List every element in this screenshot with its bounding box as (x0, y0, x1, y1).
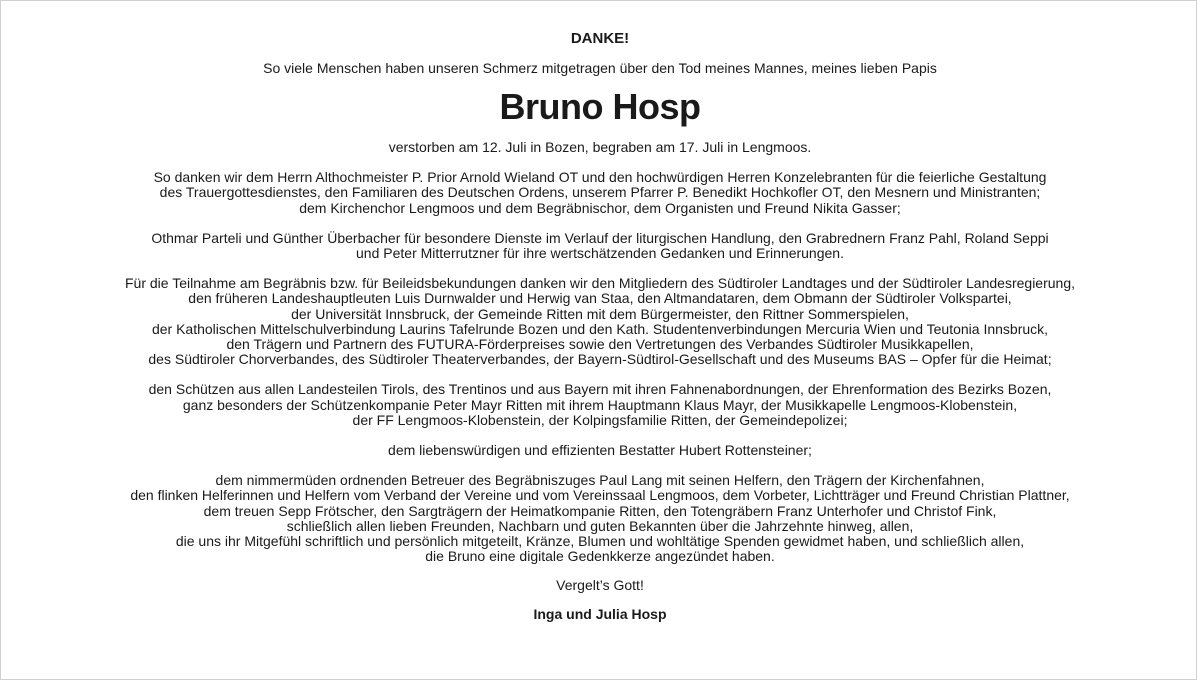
text-line: schließlich allen lieben Freunden, Nachbarn und guten Bekannten über die Jahrzehnte hinweg, allen, (286, 517, 914, 534)
text-line: die uns ihr Mitgefühl schriftlich und persönlich mitgeteilt, Kränze, Blumen und wohltätige Spenden gewidmet haben, und schließlich allen, (175, 533, 1025, 550)
text-line: der Universität Innsbruck, der Gemeinde Ritten mit dem Bürgermeister, den Rittner Sommerspielen, (291, 305, 909, 322)
text-line: und Peter Mitterrutzner für ihre wertschätzenden Gedanken und Erinnerungen. (356, 245, 844, 262)
death-burial-line: verstorben am 12. Juli in Bozen, begraben am 17. Juli in Lengmoos. (388, 139, 812, 155)
text-line: der Katholischen Mittelschulverbindung Laurins Tafelrunde Bozen und den Kath. Studentenverbindungen Mercuria Wien und Teutonia Innsbruck, (151, 320, 1049, 337)
thanks-paragraph-clergy (0, 170, 1200, 216)
text-line: ganz besonders der Schützenkompanie Peter Mayr Ritten mit ihrem Hauptmann Klaus Mayr, der Musikkapelle Lengmoos-Klobenstein, (182, 396, 1018, 413)
text-line: dem liebenswürdigen und effizienten Bestatter Hubert Rottensteiner; (388, 442, 812, 459)
text-line: den flinken Helferinnen und Helfern vom Verband der Vereine und vom Vereinssaal Lengmoos, dem Vorbeter, Lichtträger und Freund Christian Plattner, (130, 487, 1070, 504)
text-line: Othmar Parteli und Günther Überbacher für besondere Dienste im Verlauf der liturgischen Handlung, den Grabrednern Franz Pahl, Roland Seppi (151, 229, 1049, 246)
signature: Inga und Julia Hosp (533, 606, 667, 623)
text-line: den früheren Landeshauptleuten Luis Durnwalder und Herwig van Staa, den Altmandataren, dem Obmann der Südtiroler Volkspartei, (188, 290, 1012, 307)
thanks-paragraph-speakers (0, 231, 1200, 261)
obituary-notice (0, 30, 1200, 623)
signoff: Vergelt’s Gott! (556, 577, 644, 594)
text-line: die Bruno eine digitale Gedenkkerze angezündet haben. (425, 548, 775, 565)
thanks-paragraph-helpers (0, 473, 1200, 564)
text-line: den Trägern und Partnern des FUTURA-Förderpreises sowie den Vertretungen des Verbandes Südtiroler Musikkapellen, (226, 336, 974, 353)
deceased-name: Bruno Hosp (499, 86, 701, 127)
text-line: des Südtiroler Chorverbandes, des Südtiroler Theaterverbandes, der Bayern-Südtirol-Gesellschaft und des Museums BAS – Opfer für die Heimat; (148, 351, 1052, 368)
text-line: So danken wir dem Herrn Althochmeister P. Prior Arnold Wieland OT und den hochwürdigen Herren Konzelebranten für die feierliche Gestaltung (153, 169, 1047, 186)
text-line: des Trauergottesdienstes, den Familiaren des Deutschen Ordens, unserem Pfarrer P. Benedikt Hochkofler OT, den Mesnern und Ministranten; (159, 184, 1041, 201)
thanks-paragraph-undertaker (0, 443, 1200, 458)
text-line: dem treuen Sepp Frötscher, den Sargträgern der Heimatkompanie Ritten, den Totengräbern Franz Unterhofer und Christof Fink, (203, 502, 997, 519)
notice-heading: DANKE! (570, 30, 630, 47)
notice-intro: So viele Menschen haben unseren Schmerz mitgetragen über den Tod meines Mannes, meines lieben Papis (263, 60, 937, 76)
text-line: dem Kirchenchor Lengmoos und dem Begräbnischor, dem Organisten und Freund Nikita Gasser; (299, 199, 901, 216)
text-line: den Schützen aus allen Landesteilen Tirols, des Trentinos und aus Bayern mit ihren Fahnenabordnungen, der Ehrenformation des Bezirks Bozen, (148, 381, 1052, 398)
text-line: Für die Teilnahme am Begräbnis bzw. für Beileidsbekundungen danken wir den Mitgliedern des Südtiroler Landtages und der Südtiroler Landesregierung, (125, 275, 1075, 292)
thanks-paragraph-officials (0, 276, 1200, 367)
text-line: dem nimmermüden ordnenden Betreuer des Begräbniszuges Paul Lang mit seinen Helfern, den Trägern der Kirchenfahnen, (215, 472, 985, 489)
text-line: der FF Lengmoos-Klobenstein, der Kolpingsfamilie Ritten, der Gemeindepolizei; (352, 411, 848, 428)
thanks-paragraph-schuetzen (0, 382, 1200, 428)
